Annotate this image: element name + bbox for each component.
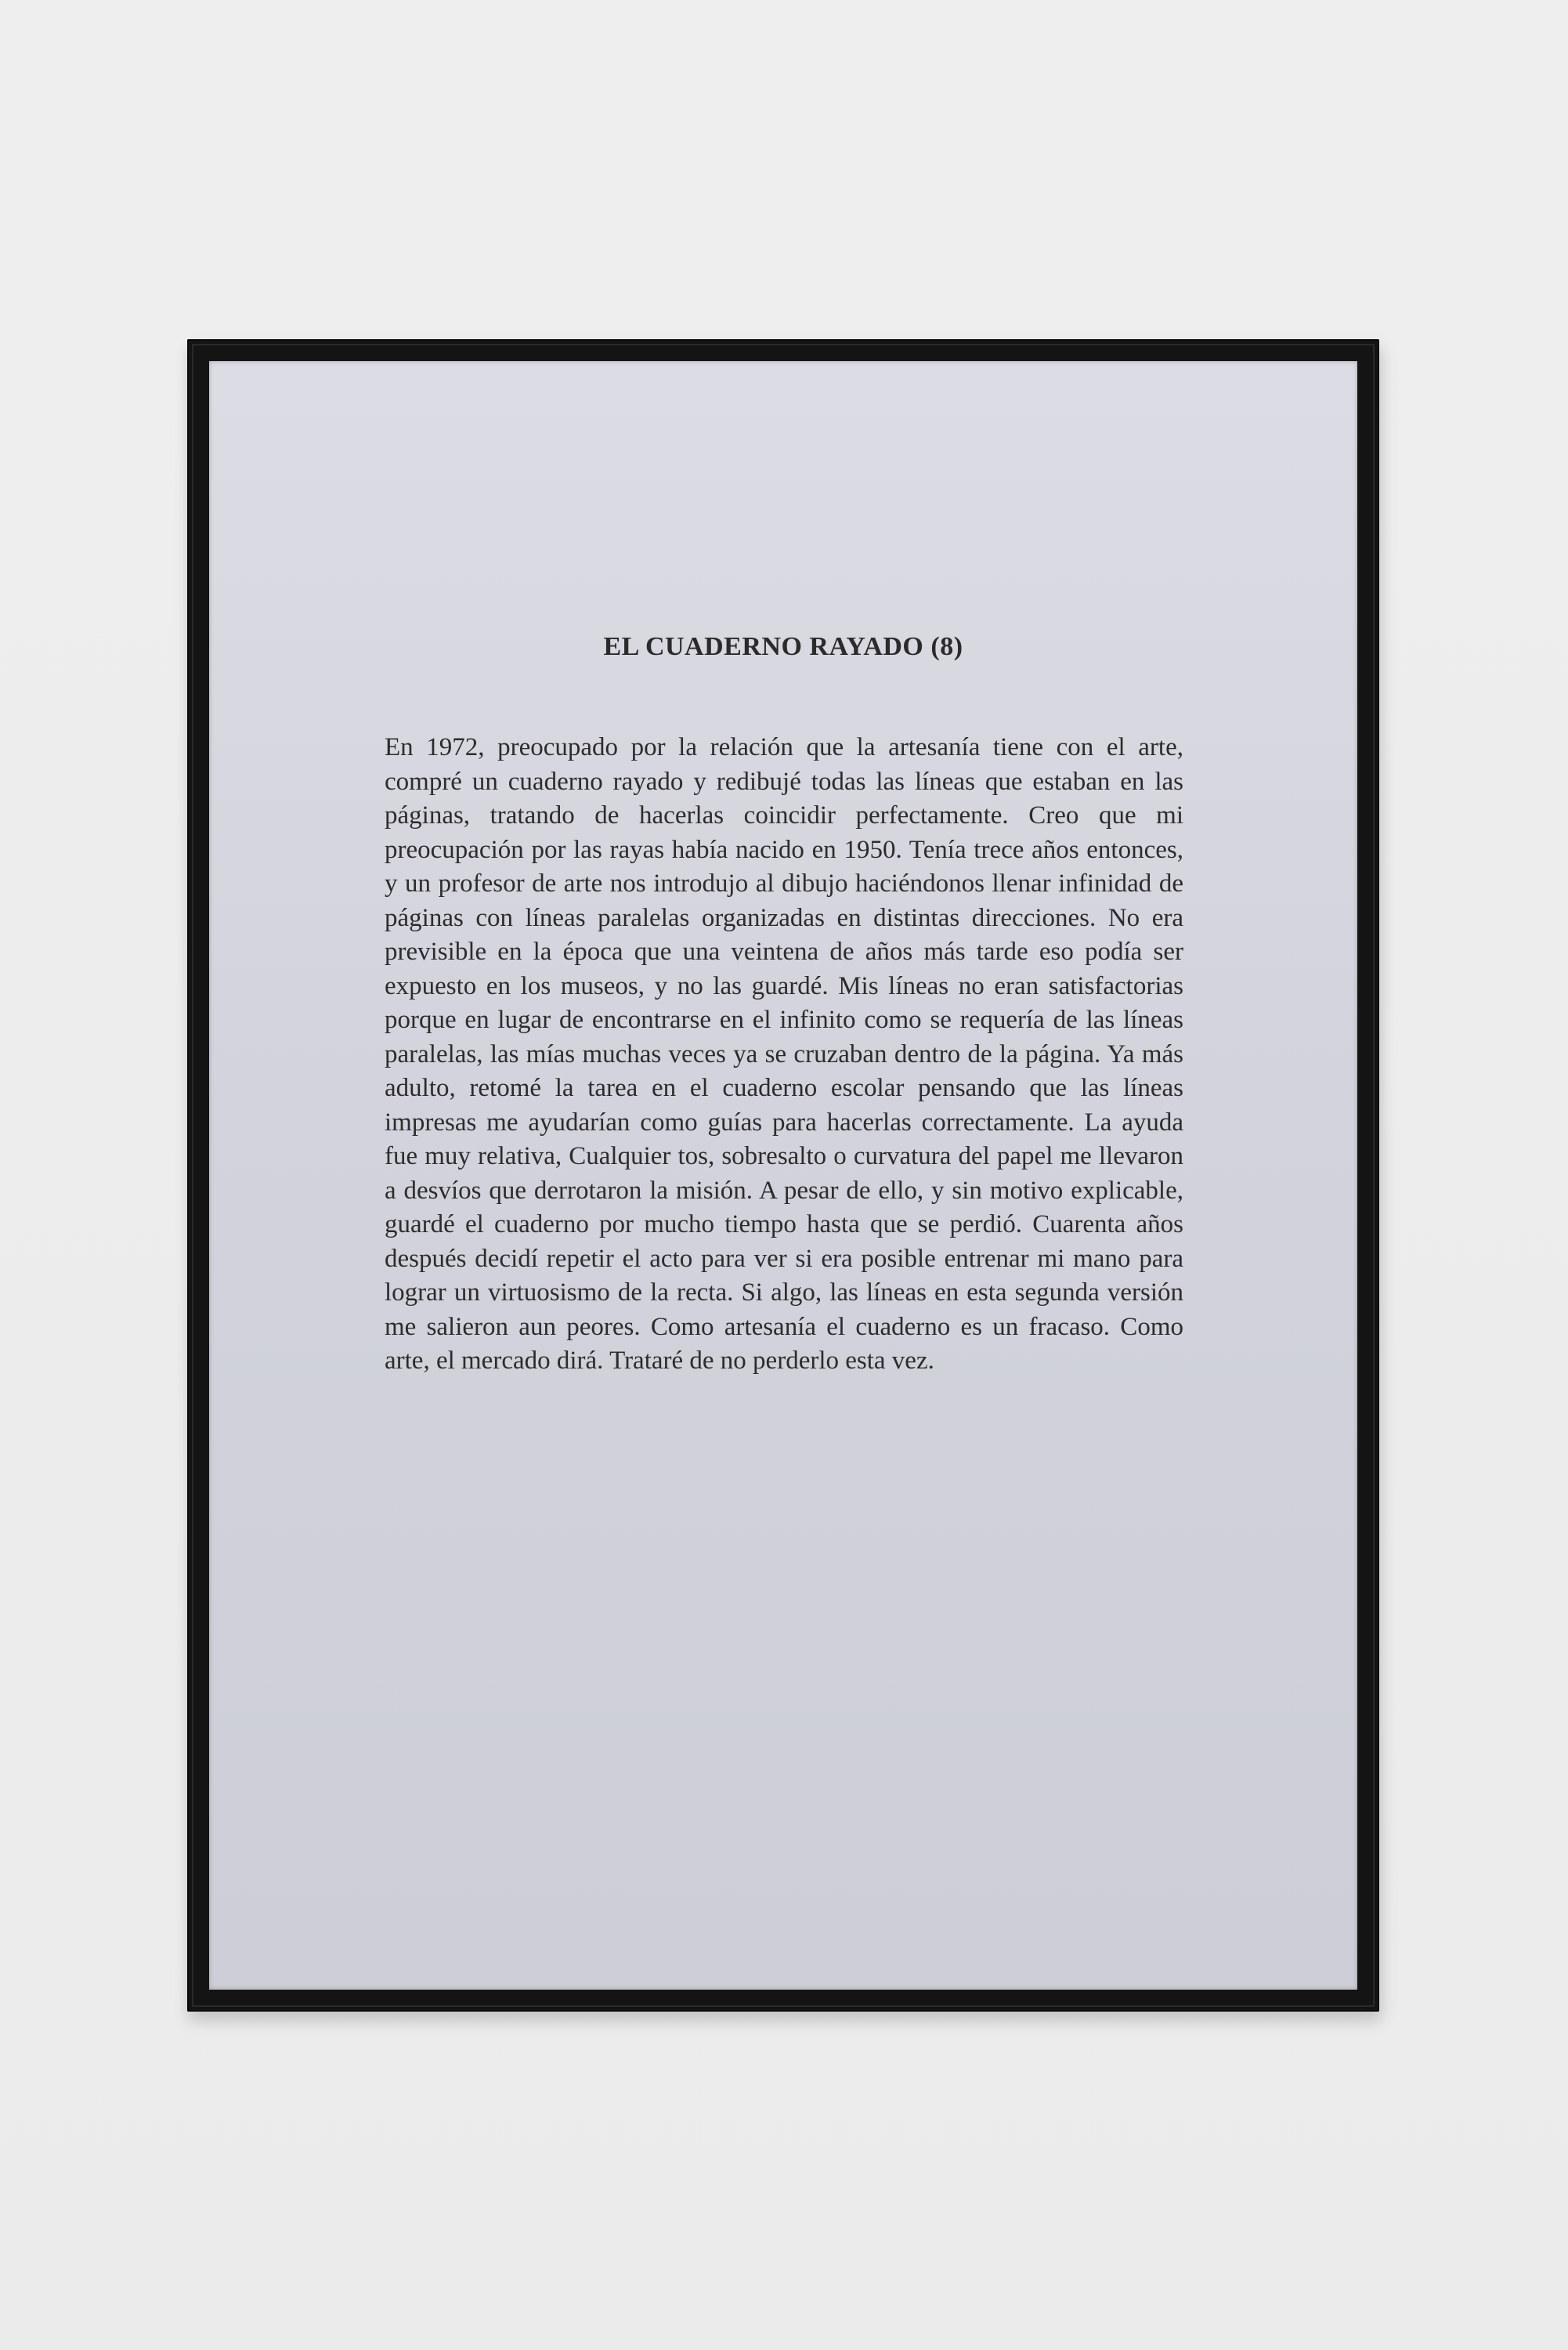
artwork-title: EL CUADERNO RAYADO (8) bbox=[603, 632, 963, 661]
picture-frame bbox=[187, 339, 1379, 2012]
artwork-body-text: En 1972, preocupado por la relación que la artesanía tiene con el arte, compré un cuaderno rayado y redibujé todas las líneas que estaban en las páginas, tratando de hacerlas coincidir perfectamente. Creo que mi preocupación por las rayas había nacido en 1950. Tenía trece años entonces, y un profesor de arte nos introdujo al dibujo haciéndonos llenar infinidad de páginas con líneas paralelas organizadas en distintas direcciones. No era previsible en la época que una veintena de años más tarde eso podía ser expuesto en los museos, y no las guardé. Mis líneas no eran satisfactorias porque en lugar de encontrarse en el infinito como se requería de las líneas paralelas, las mías muchas veces ya se cruzaban dentro de la página. Ya más adulto, retomé la tarea en el cuaderno escolar pensando que las líneas impresas me ayudarían como guías para hacerlas correctamente. La ayuda fue muy relativa, Cualquier tos, sobresalto o curvatura del papel me llevaron a desvíos que derrotaron la misión. A pesar de ello, y sin motivo explicable, guardé el cuaderno por mucho tiempo hasta que se perdió. Cuarenta años después decidí repetir el acto para ver si era posible entrenar mi mano para lograr un virtuosismo de la recta. Si algo, las líneas en esta segunda versión me salieron aun peores. Como artesanía el cuaderno es un fracaso. Como arte, el mercado dirá. Trataré de no perderlo esta vez. bbox=[385, 733, 1183, 1375]
framed-text-page bbox=[209, 361, 1357, 1990]
